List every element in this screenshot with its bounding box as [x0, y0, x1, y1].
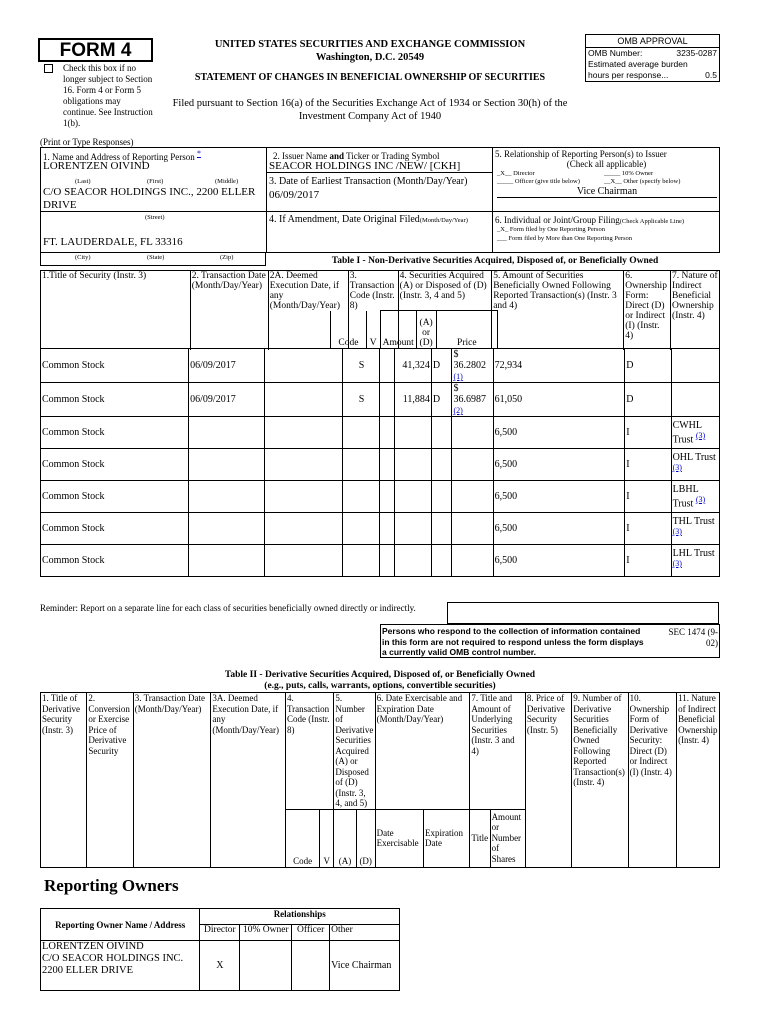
table1-title: Table I - Non-Derivative Securities Acquired, Disposed of, or Beneficially Owned	[331, 256, 659, 266]
t1-aord	[431, 349, 452, 383]
t1-aord	[431, 481, 452, 513]
box5-sub: (Check all applicable)	[566, 159, 647, 169]
nature-footnote-link[interactable]: (3)	[695, 430, 706, 440]
table1-rows	[40, 348, 720, 577]
box2-label-pre: 2. Issuer Name	[273, 151, 328, 161]
issuer-name: SEACOR HOLDINGS INC /NEW/ [CKH]	[269, 160, 461, 172]
t1-aord-text: D	[432, 394, 441, 405]
table1-row	[41, 513, 720, 545]
sec-number: SEC 1474 (9-02)	[668, 627, 718, 648]
reminder-box	[447, 602, 719, 624]
box4-label-sub: (Month/Day/Year)	[419, 217, 468, 224]
commission-city: Washington, D.C. 20549	[315, 52, 425, 63]
t2-a-header: (A)	[334, 809, 356, 867]
ro-owner-addr1: C/O SEACOR HOLDINGS INC.	[42, 953, 184, 964]
t1-v	[380, 545, 394, 577]
t1-nature-text: OHL Trust	[672, 451, 716, 463]
ro-owner-cell	[41, 941, 200, 991]
t1-ownership-form-text: I	[626, 555, 630, 566]
t1-price	[452, 449, 493, 481]
t1-code-header: Code	[331, 311, 367, 349]
t1-h3: 3. Transaction Code (Instr. 8)	[348, 271, 398, 349]
first-caption: (First)	[147, 178, 164, 185]
box4-label	[269, 214, 468, 225]
t1-amount-text: 11,884	[402, 394, 430, 405]
t1-price	[452, 417, 493, 449]
t1-h4: 4. Securities Acquired (A) or Disposed of (D) (Instr. 3, 4 and 5)	[398, 271, 492, 349]
t1-owned	[493, 481, 625, 513]
t2-date-ex-header: Date Exercisable	[375, 809, 423, 867]
t1-aord-text: D	[432, 360, 441, 371]
nature-footnote-link[interactable]: (3)	[672, 526, 682, 536]
earliest-transaction-date: 06/09/2017	[269, 189, 320, 201]
t1-nature	[671, 513, 719, 545]
t2-title-header: Title	[470, 809, 490, 867]
table1-row	[41, 449, 720, 481]
t1-security-title-text: Common Stock	[42, 459, 105, 470]
t1-deemed-date	[265, 513, 343, 545]
table1-row	[41, 383, 720, 417]
t1-amount	[394, 383, 431, 417]
price-footnote-link[interactable]: (2)	[453, 406, 463, 415]
reporting-person-city: FT. LAUDERDALE, FL 33316	[43, 236, 183, 248]
t1-owned	[493, 349, 625, 383]
t1-owned	[493, 513, 625, 545]
last-caption: (Last)	[75, 178, 91, 185]
omb-number-value: 3235-0287	[676, 48, 717, 58]
t1-code	[343, 481, 380, 513]
reporting-person-address: C/O SEACOR HOLDINGS INC., 2200 ELLER DRIVE	[43, 186, 256, 211]
t1-subheaders	[330, 310, 498, 349]
omb-burden-label: Estimated average burden	[588, 59, 688, 69]
nature-footnote-link[interactable]: (3)	[672, 462, 682, 472]
t1-ownership-form	[625, 481, 671, 513]
t1-amount-header: Amount	[380, 311, 416, 349]
reminder-text: Reminder: Report on a separate line for each class of securities beneficially owned directly or indirectly.	[40, 603, 416, 613]
t1-security-title	[41, 545, 189, 577]
ro-owner-name: LORENTZEN OIVIND	[42, 941, 144, 952]
t2-h10: 10. Ownership Form of Derivative Security: Direct (D) or Indirect (I) (Instr. 4)	[628, 693, 676, 868]
t1-price	[452, 545, 493, 577]
ro-other-value: Vice Chairman	[330, 941, 400, 991]
t1-security-title-text: Common Stock	[42, 394, 105, 405]
t1-code	[343, 383, 380, 417]
t1-ownership-form-text: D	[626, 360, 634, 371]
filing-one-person: _X_ Form filed by One Reporting Person	[497, 226, 605, 233]
omb-title: OMB APPROVAL	[586, 35, 719, 48]
t1-aord	[431, 417, 452, 449]
t1-deemed-date	[265, 481, 343, 513]
t2-d-header: (D)	[356, 809, 375, 867]
t1-price-text: $ 36.6987	[453, 383, 486, 405]
table1-row	[41, 545, 720, 577]
t1-v	[380, 417, 394, 449]
omb-approval-box	[585, 34, 720, 82]
t2-h8: 8. Price of Derivative Security (Instr. 5)	[525, 693, 571, 868]
ro-ten-pct-header: 10% Owner	[240, 925, 292, 941]
t1-h2: 2. Transaction Date (Month/Day/Year)	[190, 271, 268, 349]
t2-h3: 3. Transaction Date (Month/Day/Year)	[133, 693, 211, 868]
t1-code	[343, 545, 380, 577]
t1-ownership-form-text: I	[626, 427, 630, 438]
t1-deemed-date	[265, 383, 343, 417]
t1-transaction-date	[189, 383, 265, 417]
t1-owned-text: 6,500	[494, 491, 518, 502]
t1-ownership-form	[625, 383, 671, 417]
box4-label-text: 4. If Amendment, Date Original Filed	[269, 214, 420, 225]
price-footnote-link[interactable]: (1)	[453, 372, 463, 381]
no-longer-subject-checkbox[interactable]	[44, 64, 53, 73]
t1-ownership-form-text: I	[626, 491, 630, 502]
t1-deemed-date	[265, 349, 343, 383]
t1-owned-text: 72,934	[494, 360, 523, 371]
t1-ownership-form-text: D	[626, 394, 634, 405]
box1-asterisk-link[interactable]: *	[196, 149, 201, 158]
box5-label: 5. Relationship of Reporting Person(s) to Issuer	[495, 149, 667, 159]
t1-h2a: 2A. Deemed Execution Date, if any (Month/Day/Year)	[268, 271, 348, 349]
t2-h7: 7. Title and Amount of Underlying Securities (Instr. 3 and 4)	[470, 693, 525, 810]
nature-footnote-link[interactable]: (3)	[672, 558, 682, 568]
middle-caption: (Middle)	[215, 178, 239, 185]
t2-h11: 11. Nature of Indirect Beneficial Ownership (Instr. 4)	[677, 693, 720, 868]
director-check: _X__ Director	[497, 170, 535, 177]
table2-title: Table II - Derivative Securities Acquired, Disposed of, or Beneficially Owned	[224, 670, 536, 680]
t1-transaction-date-text: 06/09/2017	[190, 360, 236, 371]
t1-nature	[671, 481, 719, 513]
t1-security-title	[41, 513, 189, 545]
t1-nature	[671, 417, 719, 449]
nature-footnote-link[interactable]: (3)	[695, 494, 706, 504]
t1-h5: 5. Amount of Securities Beneficially Owned Following Reported Transaction(s) (Instr. 3 and 4)	[492, 271, 624, 349]
t2-h6: 6. Date Exercisable and Expiration Date (Month/Day/Year)	[375, 693, 470, 810]
relationship-title: Vice Chairman	[497, 186, 717, 198]
box6-label	[495, 215, 684, 225]
t1-v	[380, 349, 394, 383]
t1-code-text: S	[358, 360, 365, 371]
omb-hours-label: hours per response...	[588, 70, 669, 80]
ro-col-name: Reporting Owner Name / Address	[41, 909, 200, 941]
statement-title: STATEMENT OF CHANGES IN BENEFICIAL OWNERSHIP OF SECURITIES	[194, 72, 546, 83]
t2-h2: 2. Conversion or Exercise Price of Derivative Security	[87, 693, 133, 868]
t1-nature-text: THL Trust	[672, 515, 715, 527]
table2-subtitle: (e.g., puts, calls, warrants, options, convertible securities)	[264, 681, 496, 691]
t1-nature-text: LBHL Trust	[672, 483, 699, 510]
table2-derivative	[40, 692, 720, 868]
t2-h3a: 3A. Deemed Execution Date, if any (Month/Day/Year)	[211, 693, 286, 868]
table1-row	[41, 417, 720, 449]
t1-ownership-form	[625, 417, 671, 449]
ro-ten-pct-cell	[240, 941, 292, 991]
t1-nature	[671, 545, 719, 577]
t1-aord	[431, 449, 452, 481]
t1-amount	[394, 481, 431, 513]
city-caption: (City)	[75, 254, 91, 261]
t1-security-title	[41, 481, 189, 513]
street-caption: (Street)	[145, 214, 165, 221]
t1-deemed-date	[265, 417, 343, 449]
box6-label-text: 6. Individual or Joint/Group Filing	[495, 215, 620, 225]
t1-amount	[394, 449, 431, 481]
ro-director-mark: X	[200, 941, 240, 991]
t1-nature-text: LHL Trust	[672, 547, 715, 559]
ro-owner-addr2: 2200 ELLER DRIVE	[42, 965, 133, 976]
t1-price	[452, 383, 493, 417]
t1-deemed-date	[265, 449, 343, 481]
commission-name: UNITED STATES SECURITIES AND EXCHANGE COMMISSION	[214, 39, 526, 50]
ten-pct-check: _____ 10% Owner	[604, 170, 654, 177]
t1-security-title-text: Common Stock	[42, 523, 105, 534]
form-title: FORM 4	[38, 38, 153, 62]
t1-ownership-form	[625, 513, 671, 545]
t1-security-title-text: Common Stock	[42, 555, 105, 566]
t1-code	[343, 349, 380, 383]
t1-price-header: Price	[436, 311, 497, 349]
t1-owned-text: 6,500	[494, 427, 518, 438]
t1-amount	[394, 417, 431, 449]
ro-other-header: Other	[330, 925, 400, 941]
filed-pursuant-text: Filed pursuant to Section 16(a) of the Securities Exchange Act of 1934 or Section 30(h) of the Investment Company Act of 1940	[172, 98, 568, 122]
t1-deemed-date	[265, 545, 343, 577]
t1-ownership-form	[625, 349, 671, 383]
t1-aord	[431, 545, 452, 577]
t2-exp-header: Expiration Date	[424, 809, 470, 867]
omb-hours-value: 0.5	[705, 70, 717, 80]
t1-owned	[493, 449, 625, 481]
ro-relationships: Relationships	[200, 909, 400, 925]
t1-ownership-form	[625, 449, 671, 481]
t1-price	[452, 481, 493, 513]
t1-aord-header: (A) or (D)	[416, 311, 436, 349]
t1-owned	[493, 545, 625, 577]
t1-security-title-text: Common Stock	[42, 427, 105, 438]
t1-ownership-form-text: I	[626, 523, 630, 534]
t1-security-title-text: Common Stock	[42, 491, 105, 502]
t1-owned-text: 6,500	[494, 459, 518, 470]
t1-amount	[394, 513, 431, 545]
t1-security-title-text: Common Stock	[42, 360, 105, 371]
reporting-owners-table	[40, 908, 400, 991]
t1-aord	[431, 513, 452, 545]
t1-v-header: V	[366, 311, 380, 349]
t1-transaction-date	[189, 449, 265, 481]
t1-price-text: $ 36.2802	[453, 349, 486, 371]
ro-director-header: Director	[200, 925, 240, 941]
box6-label-sub: (Check Applicable Line)	[619, 218, 685, 225]
t2-code-header: Code	[285, 809, 319, 867]
box3-label: 3. Date of Earliest Transaction (Month/Day/Year)	[269, 176, 468, 187]
t2-h5: 5. Number of Derivative Securities Acquired (A) or Disposed of (D) (Instr. 3, 4, and 5)	[335, 693, 374, 808]
t1-transaction-date	[189, 481, 265, 513]
t1-transaction-date	[189, 417, 265, 449]
t1-amount	[394, 545, 431, 577]
t1-ownership-form	[625, 545, 671, 577]
t1-owned	[493, 383, 625, 417]
reporting-person-name: LORENTZEN OIVIND	[43, 160, 150, 172]
t1-transaction-date	[189, 545, 265, 577]
t2-h4: 4. Transaction Code (Instr. 8)	[285, 693, 333, 810]
t1-price	[452, 349, 493, 383]
t1-security-title	[41, 417, 189, 449]
t1-v	[380, 481, 394, 513]
t1-h1: 1.Title of Security (Instr. 3)	[41, 271, 191, 349]
t2-amount-header: Amount or Number of Shares	[490, 809, 525, 867]
print-type-note: (Print or Type Responses)	[40, 137, 134, 147]
t1-transaction-date-text: 06/09/2017	[190, 394, 236, 405]
officer-check: _____ Officer (give title below)	[497, 178, 580, 185]
t1-owned-text: 6,500	[494, 555, 518, 566]
box2-label-and: and	[329, 151, 344, 161]
t1-nature	[671, 349, 719, 383]
t1-nature	[671, 383, 719, 417]
ro-officer-header: Officer	[292, 925, 330, 941]
t1-v	[380, 449, 394, 481]
table1-row	[41, 481, 720, 513]
t1-amount	[394, 349, 431, 383]
t1-owned-text: 6,500	[494, 523, 518, 534]
zip-caption: (Zip)	[220, 254, 234, 261]
t1-security-title	[41, 349, 189, 383]
t2-h1: 1. Title of Derivative Security (Instr. 3)	[41, 693, 87, 868]
t1-code-text: S	[358, 394, 365, 405]
t1-amount-text: 41,324	[402, 360, 430, 371]
t1-h7: 7. Nature of Indirect Beneficial Ownership (Instr. 4)	[671, 271, 720, 349]
t1-owned-text: 61,050	[494, 394, 523, 405]
omb-number-label: OMB Number:	[588, 48, 643, 58]
checkbox-instruction-text: Check this box if no longer subject to Section 16. Form 4 or Form 5 obligations may continue. See Instruction 1(b).	[63, 63, 153, 128]
t1-nature	[671, 449, 719, 481]
t1-code	[343, 449, 380, 481]
t1-v	[380, 513, 394, 545]
t2-v-header: V	[320, 809, 334, 867]
filing-more-persons: ___ Form filed by More than One Reporting Person	[497, 235, 633, 242]
box2-label-post: Ticker or Trading Symbol	[346, 151, 440, 161]
reporting-owners-heading: Reporting Owners	[44, 876, 179, 895]
t1-ownership-form-text: I	[626, 459, 630, 470]
t1-transaction-date	[189, 513, 265, 545]
t1-h6: 6. Ownership Form: Direct (D) or Indirect (I) (Instr. 4)	[624, 271, 671, 349]
table1-row	[41, 349, 720, 383]
t1-price	[452, 513, 493, 545]
t1-code	[343, 417, 380, 449]
t1-aord	[431, 383, 452, 417]
t1-nature-text: CWHL Trust	[672, 419, 702, 446]
t1-security-title	[41, 383, 189, 417]
t1-v	[380, 383, 394, 417]
state-caption: (State)	[147, 254, 165, 261]
t1-transaction-date	[189, 349, 265, 383]
persons-notice: Persons who respond to the collection of information contained in this form are not required to respond unless the form displays a currently valid OMB control number.	[382, 626, 644, 657]
other-check: __X__ Other (specify below)	[604, 178, 681, 185]
box1-label-text: 1. Name and Address of Reporting Person	[43, 152, 195, 162]
ro-officer-cell	[292, 941, 330, 991]
t1-security-title	[41, 449, 189, 481]
t1-owned	[493, 417, 625, 449]
t2-h9: 9. Number of Derivative Securities Beneficially Owned Following Reported Transaction(s) (Instr. 4)	[572, 693, 628, 868]
t1-code	[343, 513, 380, 545]
